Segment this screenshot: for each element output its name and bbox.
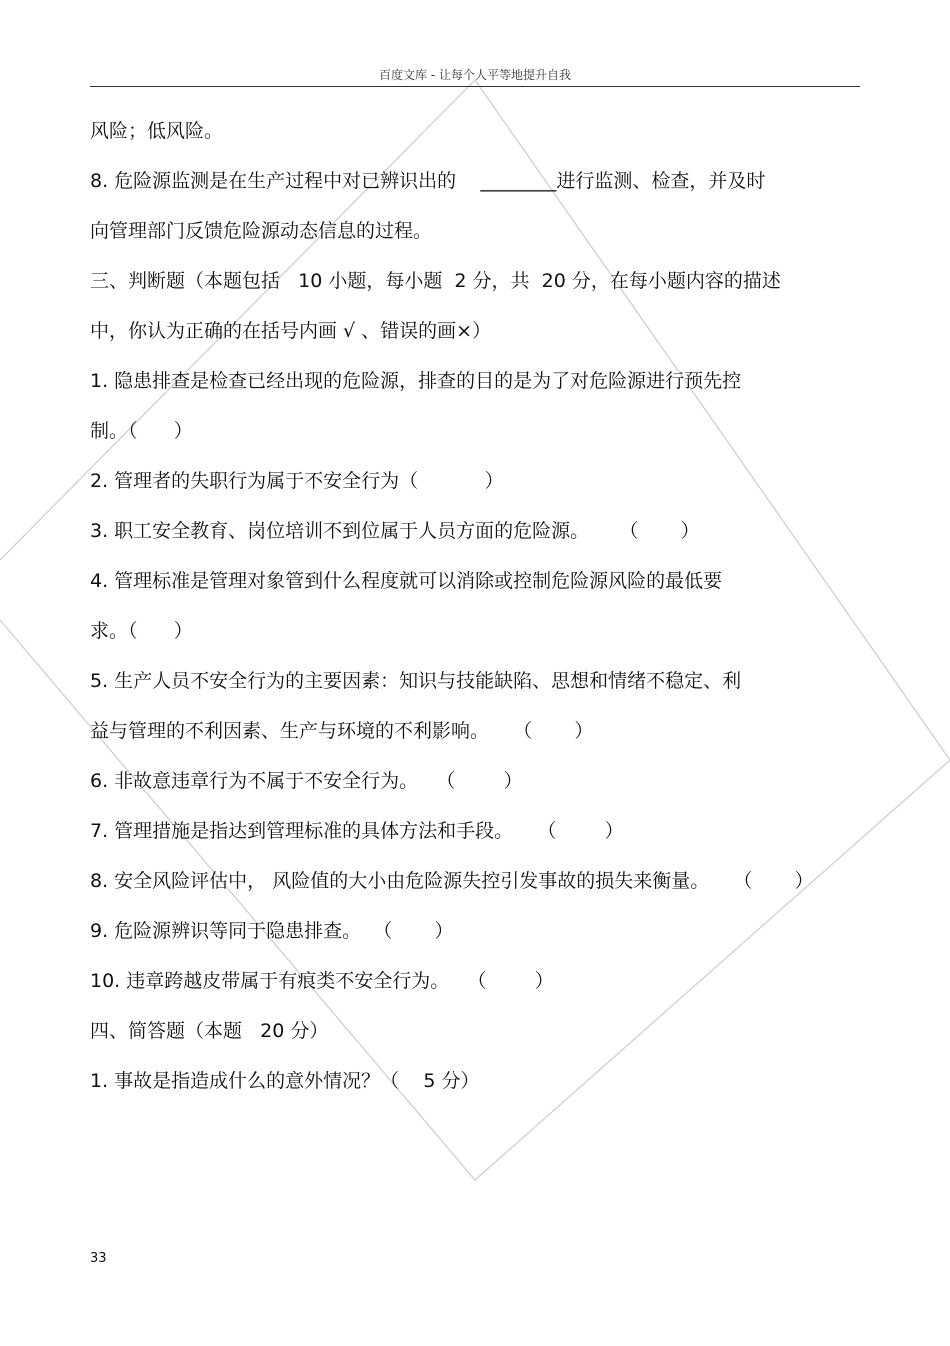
question-judge-1: 1. 隐患排查是检查已经出现的危险源，排查的目的是为了对危险源进行预先控 — [90, 370, 742, 392]
text-line: 制。（ ） — [90, 420, 193, 442]
text-line: 风险；低风险。 — [90, 120, 224, 142]
text-line: 求。（ ） — [90, 620, 193, 642]
text-line: 益与管理的不利因素、生产与环境的不利影响。 （ ） — [90, 720, 594, 742]
section-title-short-answer: 四、简答题（本题 20 分） — [90, 1020, 329, 1042]
question-judge-3: 3. 职工安全教育、岗位培训不到位属于人员方面的危险源。 （ ） — [90, 520, 700, 542]
question-judge-5: 5. 生产人员不安全行为的主要因素：知识与技能缺陷、思想和情绪不稳定、利 — [90, 670, 742, 692]
question-fill-8: 8. 危险源监测是在生产过程中对已辨识出的 ________进行监测、检查，并及时 — [90, 170, 766, 192]
page-number: 33 — [90, 1251, 107, 1266]
question-judge-2: 2. 管理者的失职行为属于不安全行为（ ） — [90, 470, 504, 492]
question-short-1: 1. 事故是指造成什么的意外情况？（ 5 分） — [90, 1070, 480, 1092]
question-judge-8: 8. 安全风险评估中， 风险值的大小由危险源失控引发事故的损失来衡量。 （ ） — [90, 870, 814, 892]
question-judge-7: 7. 管理措施是指达到管理标准的具体方法和手段。 （ ） — [90, 820, 624, 842]
question-judge-10: 10. 违章跨越皮带属于有痕类不安全行为。 （ ） — [90, 970, 554, 992]
header-divider — [90, 86, 860, 87]
question-judge-4: 4. 管理标准是管理对象管到什么程度就可以消除或控制危险源风险的最低要 — [90, 570, 723, 592]
text-line: 向管理部门反馈危险源动态信息的过程。 — [90, 220, 433, 242]
question-judge-6: 6. 非故意违章行为不属于不安全行为。 （ ） — [90, 770, 523, 792]
page-header: 百度文库 - 让每个人平等地提升自我 — [379, 68, 571, 82]
section-title-judgement: 三、判断题（本题包括 10 小题，每小题 2 分，共 20 分，在每小题内容的描述 — [90, 270, 781, 292]
question-judge-9: 9. 危险源辨识等同于隐患排查。 （ ） — [90, 920, 454, 942]
document-body — [90, 106, 880, 1106]
text-line: 中，你认为正确的在括号内画 √ 、错误的画×） — [90, 320, 492, 342]
